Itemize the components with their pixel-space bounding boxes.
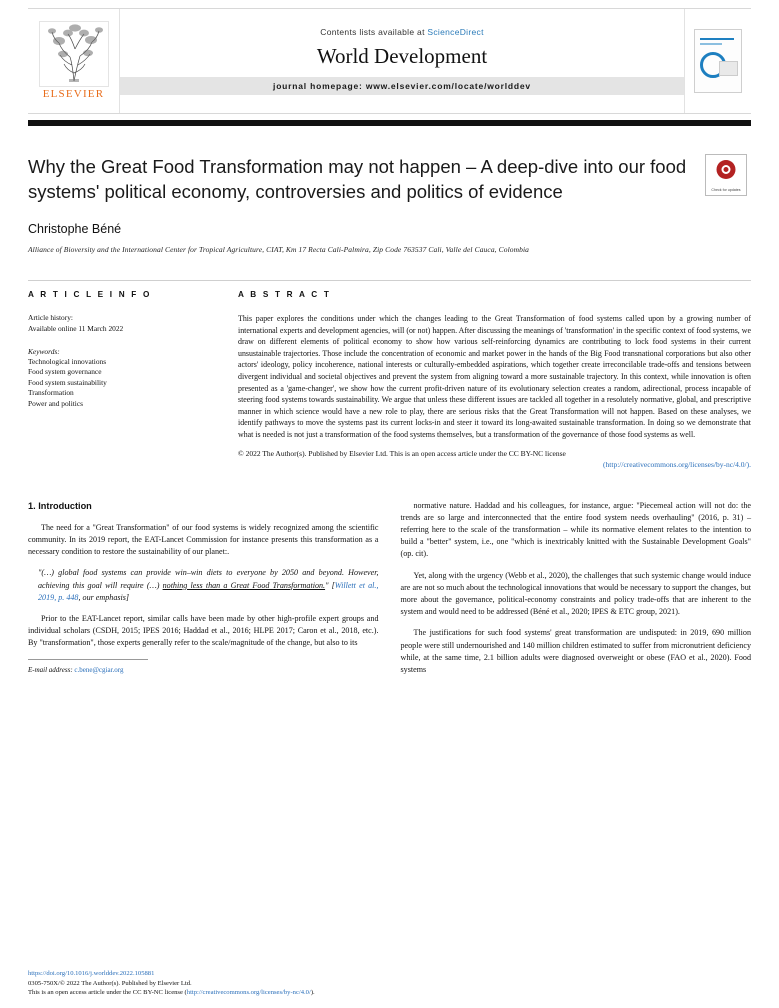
cover-bar-top [700, 38, 734, 40]
abstract-heading: A B S T R A C T [238, 290, 332, 299]
article-page [0, 8, 779, 1008]
article-history-value: Available online 11 March 2022 [28, 323, 124, 333]
article-info-column [28, 290, 224, 470]
sciencedirect-link[interactable]: ScienceDirect [427, 27, 484, 37]
citation-link-willett[interactable]: Willett et al., 2019, p. 448 [38, 580, 379, 602]
paragraph: The justifications for such food systems' great transformation are undisputed: in 2019, 690 million people were still undernourished and 140 million children estimated to suffer from micronutrient deficiency while, at the same time, 2.1 billion adults were diagnosed overweight or obese (FAO et al., 2020). Food systems [400, 628, 751, 674]
keyword-item: Technological innovations [28, 357, 107, 366]
title-text-column [28, 154, 705, 254]
cover-bar-second [700, 43, 722, 45]
quote-lead: "(…) global food systems can provide win–win diets to everyone by 2050 and beyond. However, achieving this goal will require (…) [38, 568, 379, 590]
author-name: Christophe Béné [28, 222, 122, 236]
journal-header-center [120, 9, 684, 113]
keyword-item: Food system sustainability [28, 377, 107, 387]
quote-underlined: nothing less than a Great Food Transformation. [162, 580, 326, 590]
elsevier-wordmark: ELSEVIER [42, 87, 105, 100]
crossmark-box[interactable] [705, 154, 747, 196]
journal-homepage-bar[interactable]: journal homepage: www.elsevier.com/locate/worlddev [120, 77, 684, 95]
license-suffix: ). [310, 989, 315, 997]
license-line [28, 988, 751, 998]
cc-license-link[interactable]: (http://creativecommons.org/licenses/by-nc/4.0/). [603, 459, 751, 469]
info-abstract-section [28, 280, 751, 470]
keywords-block [28, 347, 208, 409]
abstract-text: This paper explores the conditions under which the changes leading to the Great Transformation of food systems called upon by a growing number of international experts and development agencies, will (or not) happen. After discussing the meanings of 'transformation' in the specific context of food systems, we draw on different elements of political economy to show how various self-reinforcing dynamics are contributing to lock food systems in their current unsustainable trajectories. Those include the concentration of economic and market power in the hands of the Big Food transnational corporations but also other actors' ideology, policy incoherence, national interests or culturally-embedded aspirations, which together create irreconcilable trade-offs and tensions between divergent individual and societal objectives and prevent the system from aligning toward a more sustainable trajectory. In this context, while innovation is often presented as a 'game-changer', we show how the current profit-driven nature of its evolutionary selection creates a random, adirectional, process incapable of steering food systems towards sustainability. We argue that unless these different issues are tackled all together in a resolutely normative, global, and prescriptive manner in which science would have a new role to play, there are serious risks that the Great Transformation will not happen. Based on these analyses, we identify pathways to move the systems past its current locks-in and steer it toward its long-awaited sustainable transformation. In doing so we demonstrate that what is needed is not just a transformation of the food systems themselves, but a transformation of the governance of those food systems as well. [238, 314, 751, 439]
section-title-introduction: 1. Introduction [28, 500, 92, 511]
body-column-right [401, 500, 752, 686]
issn-copyright-line: 0305-750X/© 2022 The Author(s). Published by Elsevier Ltd. [28, 979, 192, 987]
quote-trail: " [ [325, 580, 335, 590]
elsevier-logo [28, 9, 120, 113]
cover-label-block [719, 61, 738, 76]
keyword-item: Transformation [28, 388, 74, 398]
block-quote [28, 567, 379, 604]
contents-available-line [320, 27, 484, 37]
crossmark-icon [717, 160, 736, 179]
license-prefix: This is an open access article under the CC BY-NC license ( [28, 989, 187, 997]
page-footer [28, 969, 751, 998]
paragraph: Prior to the EAT-Lancet report, similar calls have been made by other high-profile expert groups and individual scholars (CSDH, 2015; IPES 2016; Haddad et al., 2016; HLPE 2017; Caron et al., 2018, etc.). By "transformation", those experts generally refer to the scale/magnitude of the change, but also to its [28, 613, 379, 648]
crossmark-caption: Check for updates [711, 188, 741, 193]
article-history-label: Article history: [28, 313, 73, 322]
license-link[interactable]: http://creativecommons.org/licenses/by-nc/4.0/ [186, 989, 311, 997]
cc-license-line [238, 459, 751, 470]
abstract-copyright [238, 448, 751, 470]
quote-close: , our emphasis] [78, 592, 130, 602]
journal-cover-thumbnail [684, 9, 751, 113]
abstract-body [238, 313, 751, 441]
keyword-item: Power and politics [28, 398, 84, 408]
abstract-column [224, 290, 751, 470]
elsevier-tree-icon [39, 21, 109, 87]
keyword-item: Food system governance [28, 367, 102, 377]
paragraph: normative nature. Haddad and his colleagues, for instance, argue: "Piecemeal action will not do: the trends are so large and interconnected that the entire food system needs overhauling" (2016, p. 31) –referring here to the scale of the transformation – while its normative element relates to the intention to build a "better" system, i.e., one "which is inextricably knitted with the Sustainable Development Goals" (op. cit). [400, 500, 751, 559]
doi-line[interactable] [28, 969, 751, 979]
body-columns [28, 500, 751, 686]
footnote-block [28, 659, 148, 676]
contents-prefix: Contents lists available at [320, 27, 428, 37]
page-title: Why the Great Food Transformation may not happen – A deep-dive into our food systems' political economy, controversies and politics of evidence [28, 156, 687, 202]
article-history-block [28, 313, 208, 334]
copyright-text: © 2022 The Author(s). Published by Elsevier Ltd. This is an open access article under the CC BY-NC license [238, 448, 566, 458]
journal-masthead [28, 8, 751, 114]
doi-link[interactable]: https://doi.org/10.1016/j.worlddev.2022.105881 [28, 970, 155, 978]
email-link[interactable]: c.bene@cgiar.org [74, 665, 124, 674]
crossmark-badge[interactable] [705, 154, 751, 254]
keywords-label: Keywords: [28, 347, 60, 356]
journal-title: World Development [316, 44, 488, 68]
article-info-heading: A R T I C L E I N F O [28, 290, 152, 299]
body-column-left [28, 500, 379, 686]
masthead-divider [28, 120, 751, 126]
footnote-email [28, 664, 148, 676]
title-block [28, 154, 751, 254]
paragraph: Yet, along with the urgency (Webb et al., 2020), the challenges that such systemic change would induce are are not so much about the technological innovations that would be necessary to support the changes, but more about the governance, political-economy constraints and policy trade-offs that are inherent to the system and would need to be addressed (Béné et al., 2020; IPES & ETC group, 2021). [400, 570, 751, 617]
email-label: E-mail address: [28, 665, 73, 674]
author-affiliation: Alliance of Bioversity and the International Center for Tropical Agriculture, CIAT, Km 17 Recta Cali-Palmira, Zip Code 763537 Cali, Valle del Cauca, Colombia [28, 245, 530, 254]
cover-image [694, 29, 742, 93]
paragraph: The need for a "Great Transformation" of our food systems is widely recognized among the scientific community. In its 2019 report, the EAT-Lancet Commission for instance presents this transformation as a necessary condition to restore the sustainability of our planet:. [28, 522, 379, 557]
